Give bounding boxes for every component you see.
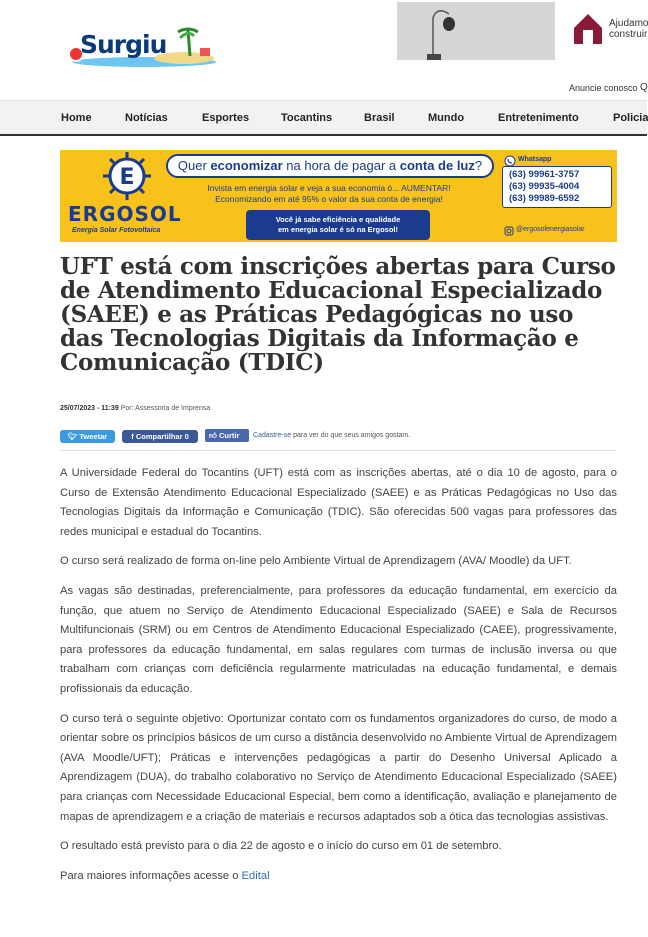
- instagram-icon: [504, 226, 514, 236]
- banner-body-text: Invista em energia solar e veja a sua economia ó... AUMENTAR! Economizando em até 95% o valor da sua conta de energia!: [207, 183, 451, 204]
- article-paragraph: O resultado está previsto para o dia 22 de agosto e o início do curso em 01 de setembro.: [60, 840, 502, 853]
- svg-text:E: E: [119, 165, 135, 190]
- facebook-icon: f: [131, 432, 136, 441]
- article-author: Assessoria de Imprensa: [135, 405, 211, 412]
- article-title: UFT está com inscrições abertas para Curso de Atendimento Educacional Especializado (SAEE) e as Práticas Pedagógicas no uso das Tecnologias Digitais da Informação e Comunicação (TDIC): [60, 253, 616, 376]
- nav-item-esportes[interactable]: Esportes: [202, 112, 250, 124]
- share-bar: [60, 429, 620, 443]
- ad-banner-lamp[interactable]: [397, 2, 555, 60]
- divider: [60, 450, 617, 451]
- more-info-paragraph: Para maiores informações acesse o Edital: [60, 869, 270, 882]
- facebook-like-button[interactable]: 👍︎ Curtir: [205, 429, 249, 442]
- article-meta: [60, 405, 210, 412]
- instagram-handle: @ergosolenergiasolar: [516, 226, 585, 233]
- article-paragraph: O curso será realizado de forma on-line pelo Ambiente Virtual de Aprendizagem (AVA/ Moodle) da UFT.: [60, 555, 572, 568]
- signup-link[interactable]: Cadastre-se: [253, 432, 292, 439]
- phone-list: [502, 166, 612, 208]
- lamp-ad-image: [397, 2, 555, 60]
- article-paragraph: A Universidade Federal do Tocantins (UFT) está com as inscrições abertas, até o dia 10 de agosto, para o Curso de Extensão Atendimento Educacional Especializado (SAEE) e as Práticas Pedagógicas no Uso das Tecnologias Digitais da Informação e Comunicação (TDIC). São oferecidas 500 vagas para professores das redes municipal e estadual do Tocantins.: [60, 467, 617, 538]
- phone-number: (63) 99989-6592: [509, 193, 580, 204]
- nav-item-noticias[interactable]: Notícias: [125, 112, 168, 124]
- twitter-icon: 🐦︎: [67, 432, 78, 441]
- banner-brand-sub: Energia Solar Fotovoltaica: [72, 227, 161, 234]
- site-header: [0, 0, 647, 100]
- banner-headline: Quer economizar na hora de pagar a conta de luz?: [166, 154, 494, 178]
- article-paragraph: O curso terá o seguinte objetivo: Oportunizar contato com os fundamentos organizadores do curso, de modo a orientar sobre os princípios básicos de um curso a distância desenvolvido no Ambiente Virtual de Aprendizagem (AVA Moodle/UFT); Práticas e intervenções pedagógicas a partir do Desenho Universal Aplicado a Aprendizagem (DUA), do trabalho colaborativo no Serviço de Atendimento Educacional Especializado (SAEE) para crianças com Necessidade Educacional Especial, bem como a identificação, avaliação e planejamento de mapas de aprendizagem e a criação de materiais e recursos adaptados sob a ótica das tecnologias assistivas.: [60, 712, 617, 823]
- nav-item-mundo[interactable]: Mundo: [428, 112, 465, 124]
- phone-number: (63) 99961-3757: [509, 169, 580, 180]
- article-date: 25/07/2023 - 11:39: [60, 405, 119, 412]
- site-logo[interactable]: [66, 24, 216, 68]
- whatsapp-label: Whatsapp: [518, 156, 552, 163]
- top-bar: [0, 82, 647, 98]
- article-paragraph: As vagas são destinadas, preferencialmente, para professores da educação fundamental, em exercício da função, que atuem no Serviço de Atendimento Educacional Especializado (SAEE) e Sala de Recursos Multifuncionais (SRM) ou em Centros de Atendimento Educacional Especializado (CAEE), progressivamente, para professores da educação fundamental, em salas regulares com turmas de inclusão inversa ou que trabalham com crianças com deficiência regularmente matriculadas na educação fundamental, e demais profissionais da educação.: [60, 584, 617, 695]
- edital-link[interactable]: Edital: [241, 869, 270, 882]
- tweet-button[interactable]: 🐦︎ Tweetar: [60, 430, 115, 443]
- nav-item-entretenimento[interactable]: Entretenimento: [498, 112, 579, 124]
- ad-right-text: Ajudamo construir: [609, 18, 648, 40]
- banner-phones: [502, 156, 612, 208]
- banner-brand: ERGOSOL: [68, 202, 182, 226]
- nav-item-policia[interactable]: Policia: [613, 112, 648, 124]
- sun-logo-icon: [82, 150, 172, 206]
- nav-item-brasil[interactable]: Brasil: [364, 112, 395, 124]
- anuncie-link[interactable]: Anuncie conosco: [569, 83, 638, 93]
- by-label: Por:: [120, 405, 134, 412]
- ergosol-ad-banner[interactable]: [60, 150, 617, 242]
- logo-text: Surgiu: [80, 30, 167, 59]
- thumbs-up-icon: 👍︎: [209, 431, 217, 440]
- nav-item-home[interactable]: Home: [61, 112, 92, 124]
- article-body: [60, 464, 617, 896]
- like-signup-text: Cadastre-se para ver do que seus amigos gostam.: [253, 432, 411, 439]
- search-icon[interactable]: Q: [640, 82, 648, 93]
- house-icon: [570, 10, 606, 46]
- whatsapp-icon: [504, 155, 516, 167]
- facebook-share-button[interactable]: f Compartilhar 0: [122, 430, 198, 443]
- main-nav: [0, 100, 647, 136]
- ad-banner-construir[interactable]: [568, 10, 647, 50]
- banner-cta-box: Você já sabe eficiência e qualidade em energia solar é só na Ergosol!: [246, 210, 430, 240]
- phone-number: (63) 99935-4004: [509, 181, 580, 192]
- nav-item-tocantins[interactable]: Tocantins: [281, 112, 333, 124]
